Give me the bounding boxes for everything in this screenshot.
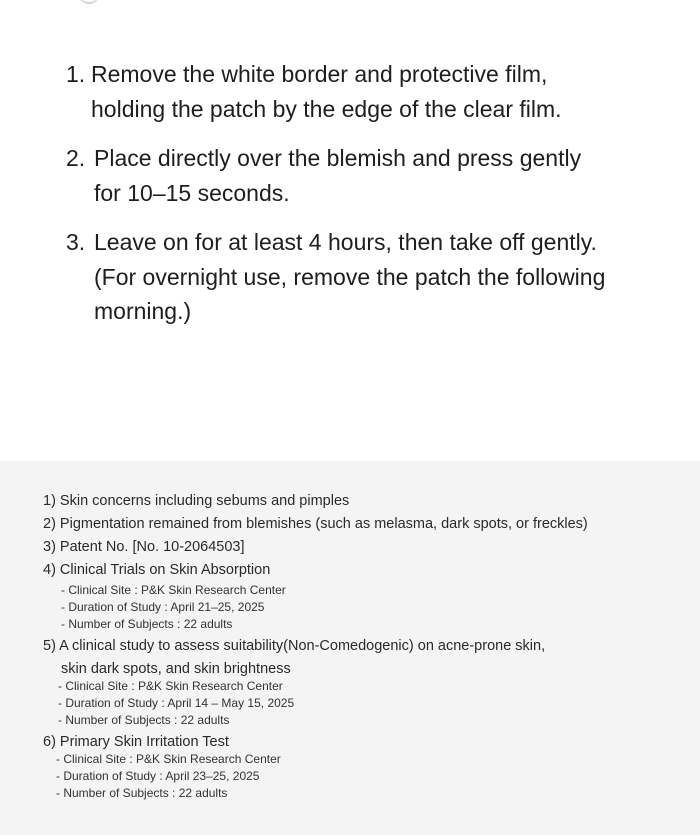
footnote-5-line: skin dark spots, and skin brightness — [61, 660, 291, 677]
step-line: Remove the white border and protective film, — [91, 61, 548, 87]
detail-line: - Duration of Study : April 21–25, 2025 — [61, 599, 265, 614]
footnote-5-details — [58, 678, 294, 728]
footnote-1: 1) Skin concerns including sebums and pimples — [43, 493, 350, 509]
step-number: 2. — [66, 145, 86, 171]
step-line: morning.) — [94, 298, 192, 324]
step-line: for 10–15 seconds. — [94, 179, 290, 206]
detail-line: - Duration of Study : April 14 – May 15, 2025 — [58, 695, 295, 710]
top-arc-decoration — [78, 0, 100, 4]
step-number: 3. — [66, 229, 86, 255]
detail-line: - Clinical Site : P&K Skin Research Center — [56, 752, 281, 766]
detail-line: - Duration of Study : April 23–25, 2025 — [56, 768, 260, 783]
footnote-4: 4) Clinical Trials on Skin Absorption — [43, 562, 271, 578]
detail-line: - Clinical Site : P&K Skin Research Center — [58, 679, 283, 693]
footnote-5 — [43, 635, 545, 680]
step-line: Place directly over the blemish and press gently — [94, 145, 582, 171]
footnote-3: 3) Patent No. [No. 10-2064503] — [43, 539, 245, 555]
step-line: holding the patch by the edge of the clear film. — [91, 95, 562, 122]
detail-line: - Clinical Site : P&K Skin Research Center — [61, 583, 286, 597]
step-line: Leave on for at least 4 hours, then take off gently. — [94, 229, 597, 255]
footnote-2: 2) Pigmentation remained from blemishes (such as melasma, dark spots, or freckles) — [43, 516, 588, 532]
footnote-6: 6) Primary Skin Irritation Test — [43, 734, 229, 750]
step-line: (For overnight use, remove the patch the following — [94, 263, 606, 290]
step-number: 1. — [66, 61, 86, 87]
detail-line: - Number of Subjects : 22 adults — [61, 616, 233, 631]
detail-line: - Number of Subjects : 22 adults — [56, 785, 228, 800]
footnote-4-details — [61, 582, 286, 632]
detail-line: - Number of Subjects : 22 adults — [58, 712, 230, 727]
footnote-6-details — [56, 751, 281, 801]
footnotes-panel — [0, 461, 700, 835]
footnote-5-line: 5) A clinical study to assess suitability(Non-Comedogenic) on acne-prone skin, — [43, 638, 546, 654]
